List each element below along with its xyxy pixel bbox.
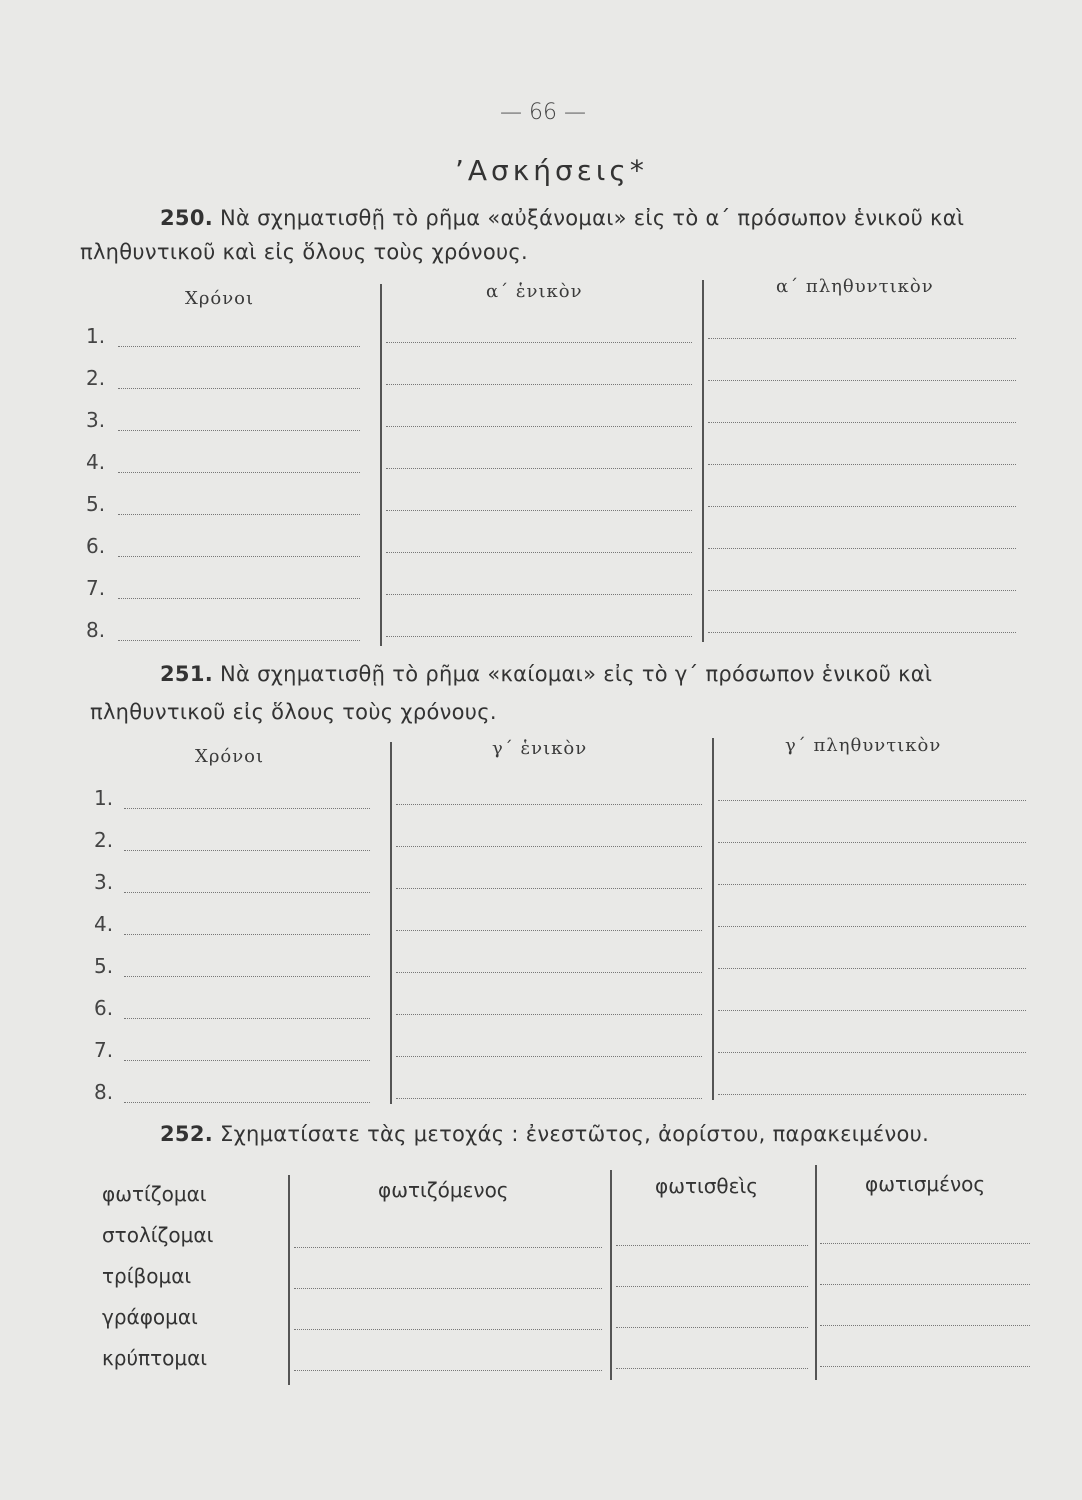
ex252-verb: στολίζομαι — [102, 1223, 214, 1247]
ex250-row-number: 2. — [86, 366, 106, 390]
ex251-answer-line-col1[interactable] — [124, 808, 370, 809]
ex250-row-number: 7. — [86, 576, 106, 600]
ex250-answer-line-col2[interactable] — [386, 342, 692, 343]
exercise-251-number: 251. — [160, 662, 214, 686]
ex252-verb: γράφομαι — [102, 1305, 198, 1329]
ex252-verb: κρύπτομαι — [102, 1346, 208, 1370]
ex250-answer-line-col2[interactable] — [386, 552, 692, 553]
ex250-answer-line-col1[interactable] — [118, 346, 360, 347]
ex250-answer-line-col1[interactable] — [118, 388, 360, 389]
ex251-answer-line-col2[interactable] — [396, 1098, 702, 1099]
ex251-answer-line-col2[interactable] — [396, 1056, 702, 1057]
ex251-answer-line-col1[interactable] — [124, 976, 370, 977]
ex250-answer-line-col2[interactable] — [386, 636, 692, 637]
ex251-answer-line-col1[interactable] — [124, 1018, 370, 1019]
exercise-250-text: Νὰ σχηματισθῇ τὸ ρῆμα «αὐξάνομαι» εἰς τὸ α΄ πρόσωπον ἑνικοῦ καὶ — [220, 206, 965, 230]
ex251-column-divider-2 — [712, 738, 714, 1100]
ex251-answer-line-col3[interactable] — [718, 1052, 1026, 1053]
section-heading: ’Ασκήσεις* — [455, 154, 648, 187]
ex250-answer-line-col2[interactable] — [386, 426, 692, 427]
ex251-row-number: 7. — [94, 1038, 114, 1062]
ex250-col-plural: α΄ πληθυντικὸν — [776, 276, 934, 297]
ex252-example-perfect: φωτισμένος — [865, 1172, 986, 1196]
ex251-row-number: 8. — [94, 1080, 114, 1104]
ex250-col-singular: α΄ ἑνικὸν — [486, 281, 583, 302]
ex251-col-plural: γ΄ πληθυντικὸν — [785, 735, 942, 756]
ex251-answer-line-col3[interactable] — [718, 926, 1026, 927]
ex250-row-number: 3. — [86, 408, 106, 432]
ex251-row-number: 1. — [94, 786, 114, 810]
ex252-verb: τρίβομαι — [102, 1264, 192, 1288]
ex250-row-number: 1. — [86, 324, 106, 348]
ex251-answer-line-col3[interactable] — [718, 1094, 1026, 1095]
exercise-252-number: 252. — [160, 1122, 214, 1146]
exercise-250-line2: πληθυντικοῦ καὶ εἰς ὅλους τοὺς χρόνους. — [80, 240, 529, 264]
ex250-row-number: 5. — [86, 492, 106, 516]
ex250-answer-line-col3[interactable] — [708, 338, 1016, 339]
ex251-row-number: 3. — [94, 870, 114, 894]
ex251-answer-line-col3[interactable] — [718, 968, 1026, 969]
ex251-answer-line-col2[interactable] — [396, 888, 702, 889]
ex251-answer-line-col3[interactable] — [718, 800, 1026, 801]
ex250-col-tenses: Χρόνοι — [185, 288, 255, 309]
exercise-251-text: Νὰ σχηματισθῇ τὸ ρῆμα «καίομαι» εἰς τὸ γ΄ πρόσωπον ἑνικοῦ καὶ — [220, 662, 933, 686]
ex250-answer-line-col1[interactable] — [118, 640, 360, 641]
ex250-answer-line-col3[interactable] — [708, 464, 1016, 465]
ex250-answer-line-col3[interactable] — [708, 380, 1016, 381]
ex251-answer-line-col1[interactable] — [124, 892, 370, 893]
ex250-answer-line-col1[interactable] — [118, 556, 360, 557]
exercise-251-line2: πληθυντικοῦ εἰς ὅλους τοὺς χρόνους. — [90, 700, 497, 724]
ex252-answer-line-col2[interactable] — [616, 1286, 808, 1287]
ex252-answer-line-col2[interactable] — [616, 1368, 808, 1369]
ex251-answer-line-col2[interactable] — [396, 1014, 702, 1015]
ex252-answer-line-col1[interactable] — [294, 1370, 602, 1371]
ex252-column-divider-3 — [815, 1165, 817, 1380]
ex251-answer-line-col1[interactable] — [124, 1102, 370, 1103]
exercise-250-number: 250. — [160, 206, 214, 230]
ex250-row-number: 6. — [86, 534, 106, 558]
ex250-answer-line-col2[interactable] — [386, 384, 692, 385]
ex250-answer-line-col3[interactable] — [708, 506, 1016, 507]
ex250-answer-line-col2[interactable] — [386, 594, 692, 595]
ex252-answer-line-col2[interactable] — [616, 1245, 808, 1246]
ex250-column-divider-2 — [702, 280, 704, 642]
ex252-column-divider-1 — [288, 1175, 290, 1385]
ex252-answer-line-col3[interactable] — [820, 1366, 1030, 1367]
ex250-answer-line-col2[interactable] — [386, 468, 692, 469]
ex251-answer-line-col1[interactable] — [124, 850, 370, 851]
ex252-answer-line-col1[interactable] — [294, 1288, 602, 1289]
ex252-answer-line-col3[interactable] — [820, 1243, 1030, 1244]
ex250-column-divider-1 — [380, 284, 382, 646]
ex251-answer-line-col3[interactable] — [718, 842, 1026, 843]
ex250-row-number: 8. — [86, 618, 106, 642]
ex250-answer-line-col2[interactable] — [386, 510, 692, 511]
ex250-answer-line-col3[interactable] — [708, 590, 1016, 591]
ex250-answer-line-col1[interactable] — [118, 472, 360, 473]
ex251-column-divider-1 — [390, 742, 392, 1104]
ex251-col-singular: γ΄ ἑνικὸν — [492, 738, 588, 759]
ex251-col-tenses: Χρόνοι — [195, 746, 265, 767]
ex252-answer-line-col3[interactable] — [820, 1284, 1030, 1285]
ex251-row-number: 6. — [94, 996, 114, 1020]
ex250-row-number: 4. — [86, 450, 106, 474]
ex250-answer-line-col3[interactable] — [708, 422, 1016, 423]
ex252-answer-line-col2[interactable] — [616, 1327, 808, 1328]
ex250-answer-line-col1[interactable] — [118, 598, 360, 599]
ex252-answer-line-col1[interactable] — [294, 1329, 602, 1330]
ex252-example-present: φωτιζόμενος — [378, 1178, 509, 1202]
ex251-answer-line-col2[interactable] — [396, 972, 702, 973]
exercise-252-text: Σχηματίσατε τὰς μετοχάς : ἐνεστῶτος, ἀορίστου, παρακειμένου. — [220, 1122, 930, 1146]
ex251-answer-line-col1[interactable] — [124, 934, 370, 935]
ex251-row-number: 4. — [94, 912, 114, 936]
ex250-answer-line-col3[interactable] — [708, 632, 1016, 633]
ex252-example-aorist: φωτισθεὶς — [655, 1174, 758, 1198]
ex250-answer-line-col1[interactable] — [118, 430, 360, 431]
ex251-row-number: 5. — [94, 954, 114, 978]
ex251-answer-line-col2[interactable] — [396, 804, 702, 805]
ex251-answer-line-col1[interactable] — [124, 1060, 370, 1061]
page-number: — 66 — — [500, 100, 586, 125]
ex250-answer-line-col3[interactable] — [708, 548, 1016, 549]
ex251-answer-line-col2[interactable] — [396, 930, 702, 931]
ex252-verb: φωτίζομαι — [102, 1182, 207, 1206]
ex252-answer-line-col3[interactable] — [820, 1325, 1030, 1326]
exercise-252-line1 — [160, 1122, 929, 1146]
ex251-row-number: 2. — [94, 828, 114, 852]
ex252-answer-line-col1[interactable] — [294, 1247, 602, 1248]
exercise-251-line1 — [160, 662, 932, 686]
ex252-column-divider-2 — [610, 1170, 612, 1380]
exercise-250-line1 — [160, 206, 964, 230]
ex250-answer-line-col1[interactable] — [118, 514, 360, 515]
ex251-answer-line-col3[interactable] — [718, 1010, 1026, 1011]
ex251-answer-line-col3[interactable] — [718, 884, 1026, 885]
ex251-answer-line-col2[interactable] — [396, 846, 702, 847]
